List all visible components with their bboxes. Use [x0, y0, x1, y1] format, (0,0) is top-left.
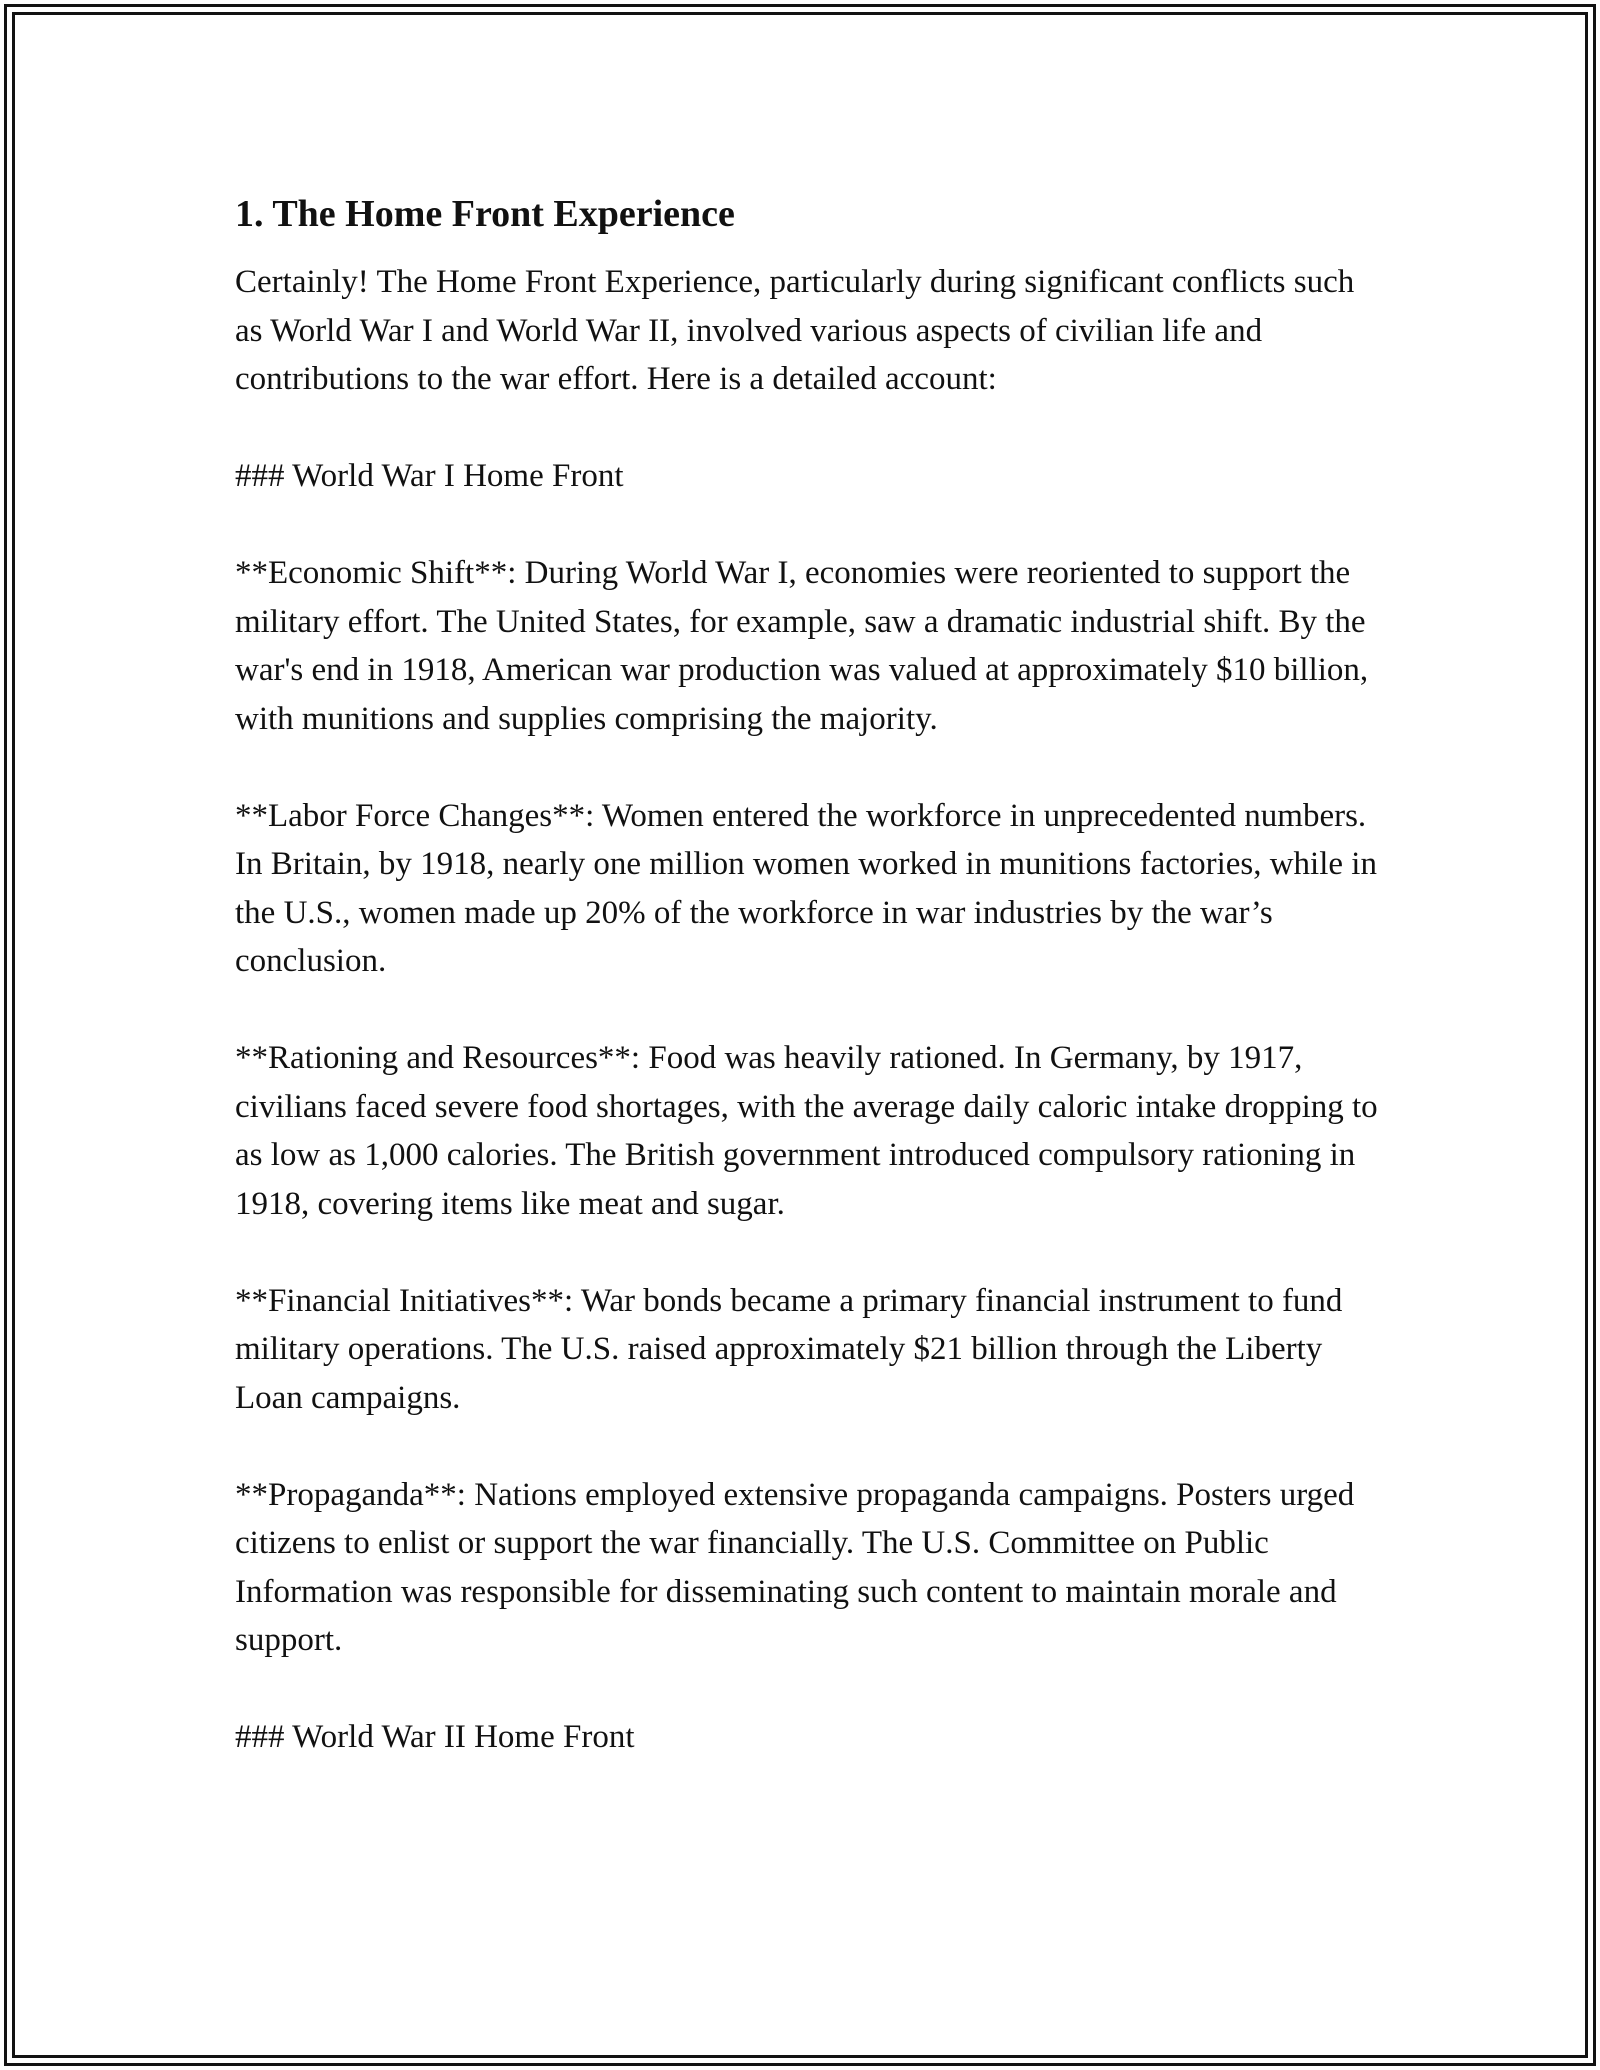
intro-paragraph: Certainly! The Home Front Experience, particularly during significant conflicts such as World War I and World War II, involved various aspects of civilian life and contributions to the war effort. Here is a detailed account: — [235, 264, 1355, 397]
section-heading-ww2: ### World War II Home Front — [235, 1719, 635, 1755]
document-body — [235, 186, 1385, 1762]
paragraph-labor-force: **Labor Force Changes**: Women entered the workforce in unprecedented numbers. In Britain, by 1918, nearly one million women worked in munitions factories, while in the U.S., women made up 20% of the workforce in war industries by the war’s conclusion. — [235, 797, 1377, 979]
paragraph-economic-shift: **Economic Shift**: During World War I, economies were reoriented to support the military effort. The United States, for example, saw a dramatic industrial shift. By the war's end in 1918, American war production was valued at approximately $10 billion, with munitions and supplies comprising the majority. — [235, 555, 1369, 737]
paragraph-propaganda: **Propaganda**: Nations employed extensive propaganda campaigns. Posters urged citizens to enlist or support the war financially. The U.S. Committee on Public Information was responsible for disseminating such content to maintain morale and support. — [235, 1476, 1355, 1658]
paragraph-rationing: **Rationing and Resources**: Food was heavily rationed. In Germany, by 1917, civilians faced severe food shortages, with the average daily caloric intake dropping to as low as 1,000 calories. The British government introduced compulsory rationing in 1918, covering items like meat and sugar. — [235, 1040, 1378, 1222]
paragraph-financial: **Financial Initiatives**: War bonds became a primary financial instrument to fund military operations. The U.S. raised approximately $21 billion through the Liberty Loan campaigns. — [235, 1282, 1343, 1416]
section-heading-ww1: ### World War I Home Front — [235, 458, 624, 494]
page-title: 1. The Home Front Experience — [235, 193, 735, 235]
